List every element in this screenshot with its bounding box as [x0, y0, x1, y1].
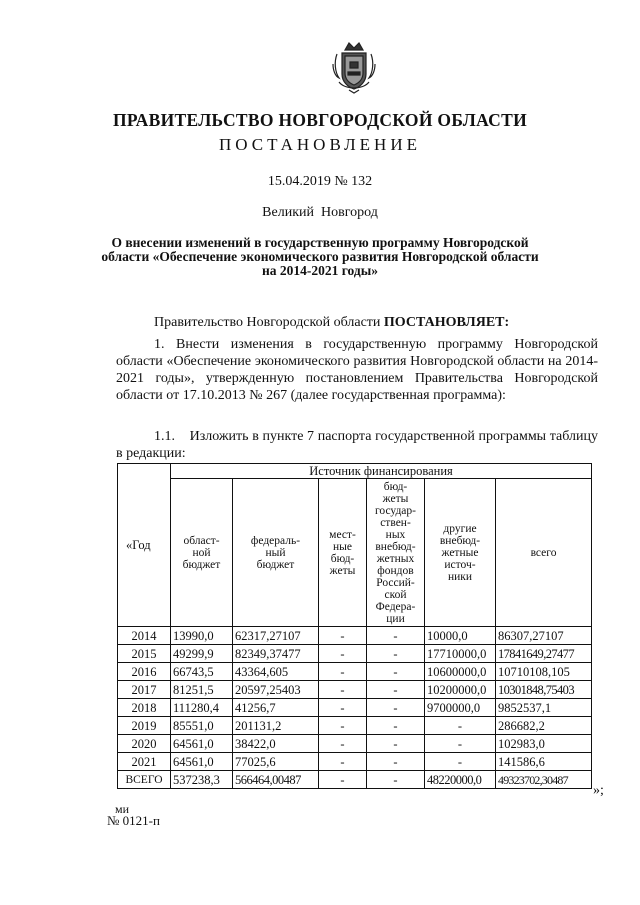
cell-other: 9700000,0 — [425, 699, 496, 717]
cell-other: - — [425, 753, 496, 771]
cell-funds: - — [367, 627, 425, 645]
cell-funds: - — [367, 681, 425, 699]
cell-total: 49323702,30487 — [496, 771, 592, 789]
cell-federal: 201131,2 — [233, 717, 319, 735]
intro-paragraph — [116, 314, 598, 331]
cell-federal: 20597,25403 — [233, 681, 319, 699]
year-header: «Год — [118, 464, 171, 627]
cell-local: - — [319, 627, 367, 645]
cell-funds: - — [367, 753, 425, 771]
cell-local: - — [319, 735, 367, 753]
cell-other: 10000,0 — [425, 627, 496, 645]
cell-year: 2018 — [118, 699, 171, 717]
item-1-1-paragraph: 1.1. Изложить в пункте 7 паспорта государственной программы таблицу в редакции: — [116, 429, 602, 461]
cell-local: - — [319, 699, 367, 717]
cell-total: 286682,2 — [496, 717, 592, 735]
cell-regional: 64561,0 — [171, 735, 233, 753]
item-1-paragraph: 1. Внести изменения в государственную программу Новгородской области «Обеспечение экономического развития Новгородской области на 2014-2021 годы», утвержденную постановлением Правительства Новгородской области от 17.10.2013 № 267 (далее государственная программа): — [116, 337, 598, 403]
cell-other: - — [425, 735, 496, 753]
footer-initials: ми — [115, 802, 130, 816]
cell-total: 10710108,105 — [496, 663, 592, 681]
source-header: Источник финансирования — [171, 464, 592, 479]
city: Великий Новгород — [262, 205, 378, 220]
subject-line-2: области «Обеспечение экономического развития Новгородской области — [101, 249, 539, 264]
cell-local: - — [319, 645, 367, 663]
cell-year: ВСЕГО — [118, 771, 171, 789]
cell-funds: - — [367, 735, 425, 753]
cell-funds: - — [367, 717, 425, 735]
cell-federal: 41256,7 — [233, 699, 319, 717]
table-row — [118, 717, 592, 735]
cell-funds: - — [367, 771, 425, 789]
col-regional-header: област- ной бюджет — [171, 479, 233, 627]
cell-total: 86307,27107 — [496, 627, 592, 645]
intro-bold: ПОСТАНОВЛЯЕТ: — [383, 315, 510, 330]
financing-table — [117, 463, 592, 789]
cell-funds: - — [367, 663, 425, 681]
cell-other: 48220000,0 — [425, 771, 496, 789]
cell-year: 2016 — [118, 663, 171, 681]
subject-line-3: на 2014-2021 годы» — [261, 263, 379, 278]
cell-total: 17841649,27477 — [496, 645, 592, 663]
cell-other: 17710000,0 — [425, 645, 496, 663]
cell-federal: 38422,0 — [233, 735, 319, 753]
cell-local: - — [319, 663, 367, 681]
cell-year: 2015 — [118, 645, 171, 663]
cell-year: 2020 — [118, 735, 171, 753]
cell-federal: 77025,6 — [233, 753, 319, 771]
cell-federal: 62317,27107 — [233, 627, 319, 645]
cell-federal: 82349,37477 — [233, 645, 319, 663]
cell-funds: - — [367, 645, 425, 663]
table-row — [118, 681, 592, 699]
document-subject — [0, 236, 640, 278]
table-row — [118, 645, 592, 663]
cell-year: 2019 — [118, 717, 171, 735]
table-row — [118, 627, 592, 645]
date-number: 15.04.2019 № 132 — [267, 174, 373, 189]
col-total-header: всего — [496, 479, 592, 627]
footer-doc-number: № 0121-п — [107, 813, 160, 828]
government-title: ПРАВИТЕЛЬСТВО НОВГОРОДСКОЙ ОБЛАСТИ — [113, 110, 527, 130]
cell-regional: 537238,3 — [171, 771, 233, 789]
cell-federal: 566464,00487 — [233, 771, 319, 789]
col-funds-header: бюд- жеты государ- ствен- ных внебюд- жетных фондов Россий- ской Федера- ции — [367, 479, 425, 627]
cell-other: 10600000,0 — [425, 663, 496, 681]
table-row — [118, 699, 592, 717]
cell-local: - — [319, 771, 367, 789]
subject-line-1: О внесении изменений в государственную программу Новгородской — [111, 235, 529, 250]
cell-other: - — [425, 717, 496, 735]
cell-regional: 111280,4 — [171, 699, 233, 717]
cell-local: - — [319, 681, 367, 699]
cell-regional: 64561,0 — [171, 753, 233, 771]
table-row — [118, 753, 592, 771]
cell-local: - — [319, 717, 367, 735]
cell-local: - — [319, 753, 367, 771]
cell-regional: 66743,5 — [171, 663, 233, 681]
col-local-header: мест- ные бюд- жеты — [319, 479, 367, 627]
cell-total: 9852537,1 — [496, 699, 592, 717]
cell-regional: 85551,0 — [171, 717, 233, 735]
cell-total: 102983,0 — [496, 735, 592, 753]
cell-year: 2014 — [118, 627, 171, 645]
col-other-header: другие внебюд- жетные источ- ники — [425, 479, 496, 627]
col-federal-header: федераль- ный бюджет — [233, 479, 319, 627]
cell-year: 2021 — [118, 753, 171, 771]
cell-regional: 49299,9 — [171, 645, 233, 663]
cell-year: 2017 — [118, 681, 171, 699]
table-row — [118, 663, 592, 681]
cell-funds: - — [367, 699, 425, 717]
cell-total: 10301848,75403 — [496, 681, 592, 699]
intro-text: Правительство Новгородской области — [154, 315, 384, 330]
cell-federal: 43364,605 — [233, 663, 319, 681]
cell-regional: 13990,0 — [171, 627, 233, 645]
document-type: ПОСТАНОВЛЕНИЕ — [218, 135, 421, 154]
table-row-total — [118, 771, 592, 789]
cell-other: 10200000,0 — [425, 681, 496, 699]
cell-regional: 81251,5 — [171, 681, 233, 699]
table-closing-quote: »; — [593, 783, 604, 798]
cell-total: 141586,6 — [496, 753, 592, 771]
table-row — [118, 735, 592, 753]
coat-of-arms-icon — [331, 40, 377, 94]
